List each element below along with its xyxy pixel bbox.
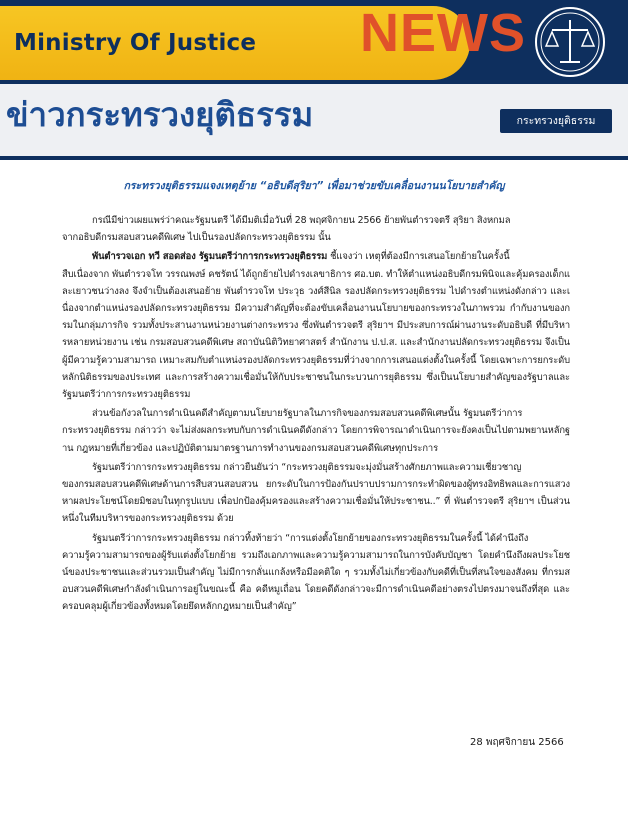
paragraph-1-first-line: กรณีมีข่าวเผยแพร่ว่าคณะรัฐมนตรี ได้มีมติเมื่อวันที่ 28 พฤศจิกายน 2566 ย้ายพันตำรวจตรี สุริยา สิงหกมล — [92, 215, 511, 226]
paragraph-2-first-rest: ชี้แจงว่า เหตุที่ต้องมีการเสนอโยกย้ายในครั้งนี้ — [327, 251, 510, 263]
paragraph-5 — [62, 530, 570, 616]
banner-thai-title: ข่าวกระทรวงยุติธรรม — [6, 95, 314, 134]
paragraph-1 — [62, 212, 570, 246]
banner-english-title: Ministry Of Justice — [14, 30, 257, 56]
paragraph-2 — [62, 248, 570, 403]
paragraph-1-text: จากอธิบดีกรมสอบสวนคดีพิเศษ ไปเป็นรองปลัดกระทรวงยุติธรรม นั้น — [62, 232, 331, 244]
paragraph-2-text: สืบเนื่องจาก พันตำรวจโท วรรณพงษ์ คชรัตน์ ได้ถูกย้ายไปดำรงเลขาธิการ ศอ.บต. ทำให้ตำแหน่งอธิบดีกรมพินิจและคุ้มครองเด็กและเยาวชนว่างลง จึงจำเป็นต้องเสนอย้าย พันตำรวจโท ประวุธ วงศ์สีนิล รองปลัดกระทรวงยุติธรรม ไปดำรงตำแหน่งดังกล่าว และเนื่องจากตำแหน่งรองปลัดกระทรวงยุติธรรม มีความสำคัญที่จะต้องขับเคลื่อนงานนโยบายของกระทรวงในภาพรวม กำกับงานของกรมในกลุ่มภารกิจ รวมทั้งประสานงานหน่วยงานต่างกระทรวง ซึ่งพันตำรวจตรี สุริยาฯ มีประสบการณ์ผ่านงานระดับอธิบดี ที่มีบริหารหลายหน่วยงาน เช่น กรมสอบสวนคดีพิเศษ สถาบันนิติวิทยาศาสตร์ สำนักงาน ป.ป.ส. และสำนักงานปลัดกระทรวงยุติธรรม จึงเป็นผู้มีความรู้ความสามารถ เหมาะสมกับตำแหน่งรองปลัดกระทรวงยุติธรรมที่ว่างจากการเสนอแต่งตั้งในครั้งนี้ โดยเฉพาะการยกระดับหลักนิติธรรมของประเทศ และการสร้างความเชื่อมั่นให้กับประชาชนในกระบวนการยุติธรรม ซึ่งเป็นนโยบายสำคัญของรัฐบาลและรัฐมนตรีว่าการกระทรวงยุติธรรม — [62, 268, 570, 401]
paragraph-5-first-line: รัฐมนตรีว่าการกระทรวงยุติธรรม กล่าวทิ้งท้ายว่า “การแต่งตั้งโยกย้ายของกระทรวงยุติธรรมในครั้งนี้ ได้คำนึงถึง — [92, 532, 529, 544]
paragraph-2-first-line — [62, 248, 570, 265]
banner-divider — [0, 156, 628, 160]
paragraph-4-text: ของกรมสอบสวนคดีพิเศษด้านการสืบสวนสอบสวน ยกระดับในการป้องกันปราบปรามการกระทำผิดของผู้ทรงอิทธิพลและการแสวงหาผลประโยชน์โดยมิชอบในทุกรูปแบบ เพื่อปกป้องคุ้มครองและสร้างความเชื่อมั่นให้ประชาชน..” ที่ พันตำรวจตรี สุริยาฯ เป็นส่วนหนึ่งในทีมบริหารของกระทรวงยุติธรรม ด้วย — [62, 479, 570, 525]
news-banner — [0, 0, 628, 160]
ministry-badge: กระทรวงยุติธรรม — [500, 109, 612, 133]
paragraph-4 — [62, 459, 570, 528]
paragraph-3 — [62, 405, 570, 457]
paragraph-3-first-line: ส่วนข้อกังวลในการดำเนินคดีสำคัญตามนโยบายรัฐบาลในภารกิจของกรมสอบสวนคดีพิเศษนั้น รัฐมนตรีว่าการ — [92, 408, 523, 420]
article-headline: กระทรวงยุติธรรมแจงเหตุย้าย “อธิบดีสุริยา” เพื่อมาช่วยขับเคลื่อนงานนโยบายสำคัญ — [123, 180, 505, 192]
article-body — [62, 212, 570, 618]
banner-news-word: NEWS — [360, 3, 526, 63]
paragraph-5-text: ความรู้ความสามารถของผู้รับแต่งตั้งโยกย้าย รวมถึงเอกภาพและความรู้ความสามารถในการบังคับบัญชา โดยคำนึงถึงผลประโยชน์ของประชาชนและส่วนรวมเป็นสำคัญ ไม่มีการกลั่นแกล้งหรือมีอคติใด ๆ รวมทั้งไม่เกี่ยวข้องกับคดีที่เป็นที่สนใจของสังคม ที่กรมสอบสวนคดีพิเศษกำลังดำเนินการอยู่ในขณะนี้ คือ คดีหมูเถื่อน โดยคดีดังกล่าวจะมีการดำเนินคดีอย่างตรงไปตรงมาจนถึงที่สุด และครอบคลุมผู้เกี่ยวข้องทั้งหมดโดยยึดหลักกฎหมายเป็นสำคัญ” — [62, 549, 570, 613]
scales-of-justice-logo-icon — [530, 4, 610, 80]
paragraph-4-first-line: รัฐมนตรีว่าการกระทรวงยุติธรรม กล่าวยืนยันว่า “กระทรวงยุติธรรมจะมุ่งมั่นสร้างศักยภาพและความเชี่ยวชาญ — [92, 461, 522, 473]
release-date: 28 พฤศจิกายน 2566 — [470, 737, 564, 748]
paragraph-3-text: กระทรวงยุติธรรม กล่าวว่า จะไม่ส่งผลกระทบกับการดำเนินคดีดังกล่าว โดยการพิจารณาดำเนินการจะยังคงเป็นไปตามพยานหลักฐาน กฎหมายที่เกี่ยวข้อง และปฏิบัติตามมาตรฐานการทำงานของกรมสอบสวนคดีพิเศษทุกประการ — [62, 425, 570, 454]
minister-name: พันตำรวจเอก ทวี สอดส่อง รัฐมนตรีว่าการกระทรวงยุติธรรม — [92, 251, 328, 263]
